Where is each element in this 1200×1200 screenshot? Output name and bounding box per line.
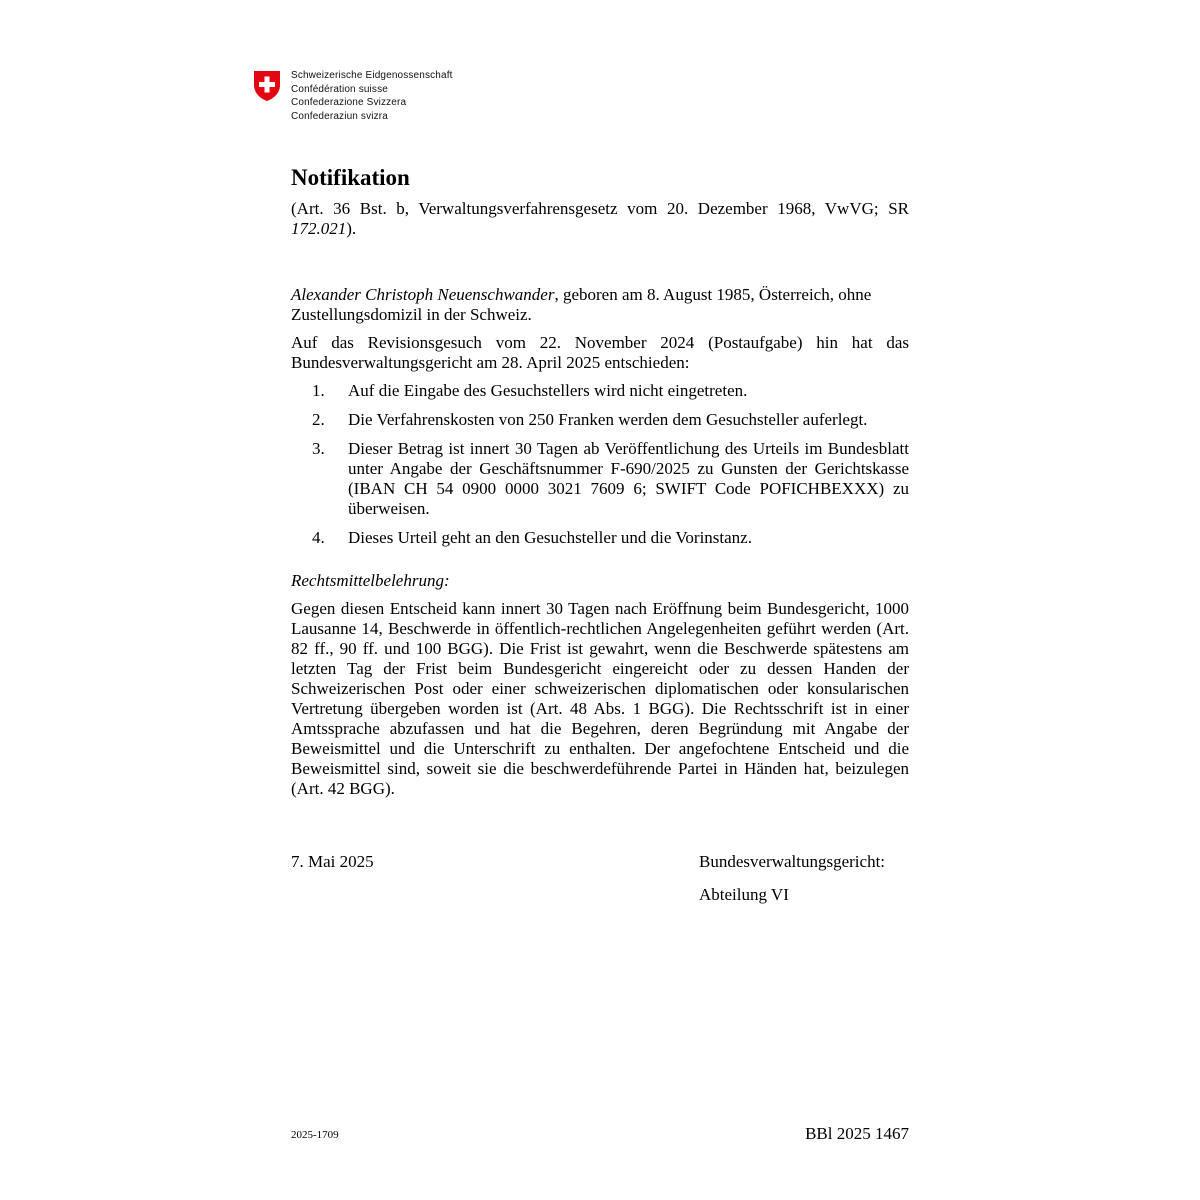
appeal-heading: Rechtsmittelbelehrung: — [291, 571, 450, 590]
decision-item — [291, 528, 909, 548]
legal-reference-suffix: ). — [346, 219, 357, 238]
signature-date: 7. Mai 2025 — [291, 852, 374, 871]
decision-text: Auf die Eingabe des Gesuchstellers wird nicht eingetreten. — [348, 381, 748, 400]
org-name-rm: Confederaziun svizra — [291, 110, 388, 122]
org-name-it: Confederazione Svizzera — [291, 97, 407, 108]
party-name: Alexander Christoph Neuenschwander — [291, 285, 555, 304]
decision-text: Die Verfahrenskosten von 250 Franken werden dem Gesuchsteller auferlegt. — [348, 410, 868, 429]
signature-court: Bundesverwaltungsgericht: — [699, 852, 886, 871]
decision-number: 3. — [312, 439, 325, 458]
document-number: 2025-1709 — [291, 1129, 339, 1141]
notice-body — [291, 164, 909, 799]
decision-item — [291, 381, 909, 401]
party-details: , geboren am 8. August 1985, Österreich, ohne Zustellungsdomizil in der Schweiz. — [291, 285, 872, 324]
confederation-names — [291, 69, 453, 123]
legal-reference-sr: 172.021 — [291, 219, 347, 238]
notice-title: Notifikation — [291, 165, 410, 190]
signature-department: Abteilung VI — [699, 885, 789, 904]
decision-text: Dieser Betrag ist innert 30 Tagen ab Veröffentlichung des Urteils im Bundesblatt unter Angabe der Geschäftsnummer F-690/2025 zu Gunsten der Gerichtskasse (IBAN CH 54 0900 0000 3021 7609 6; SWIFT Code POFICHBEXXX) zu überweisen. — [348, 439, 909, 518]
decision-number: 1. — [312, 381, 325, 400]
decision-intro: Auf das Revisionsgesuch vom 22. November 2024 (Postaufgabe) hin hat das Bundesverwaltungsgericht am 28. April 2025 entschieden: — [291, 333, 909, 372]
bbl-reference: BBl 2025 1467 — [805, 1124, 909, 1143]
decision-text: Dieses Urteil geht an den Gesuchsteller und die Vorinstanz. — [348, 528, 752, 547]
org-name-de: Schweizerische Eidgenossenschaft — [291, 70, 453, 81]
org-name-fr: Confédération suisse — [291, 83, 388, 95]
legal-reference — [291, 199, 909, 239]
decision-number: 2. — [312, 410, 325, 429]
decision-item — [291, 439, 909, 519]
legal-reference-prefix: (Art. 36 Bst. b, Verwaltungsverfahrensgesetz vom 20. Dezember 1968, VwVG; SR — [291, 199, 909, 218]
appeal-text: Gegen diesen Entscheid kann innert 30 Tagen nach Eröffnung beim Bundesgericht, 1000 Lausanne 14, Beschwerde in öffentlich-rechtlichen Angelegenheiten geführt werden (Art. 82 ff., 90 ff. und 100 BGG). Die Frist ist gewahrt, wenn die Beschwerde spätestens am letzten Tag der Frist beim Bundesgericht eingereicht oder zu dessen Handen der Schweizerischen Post oder einer schweizerischen diplomatischen oder konsularischen Vertretung übergeben worden ist (Art. 48 Abs. 1 BGG). Die Rechtsschrift ist in einer Amtssprache abzufassen und hat die Begehren, deren Begründung mit Angabe der Beweismittel und die Unterschrift zu enthalten. Der angefochtene Entscheid und die Beweismittel sind, soweit sie die beschwerdeführende Partei in Händen hat, beizulegen (Art. 42 BGG). — [291, 599, 909, 798]
decision-item — [291, 410, 909, 430]
decision-number: 4. — [312, 528, 325, 547]
decision-list — [291, 381, 909, 548]
swiss-crest-icon — [252, 70, 282, 102]
party-paragraph — [291, 285, 909, 325]
letterhead — [252, 69, 453, 123]
